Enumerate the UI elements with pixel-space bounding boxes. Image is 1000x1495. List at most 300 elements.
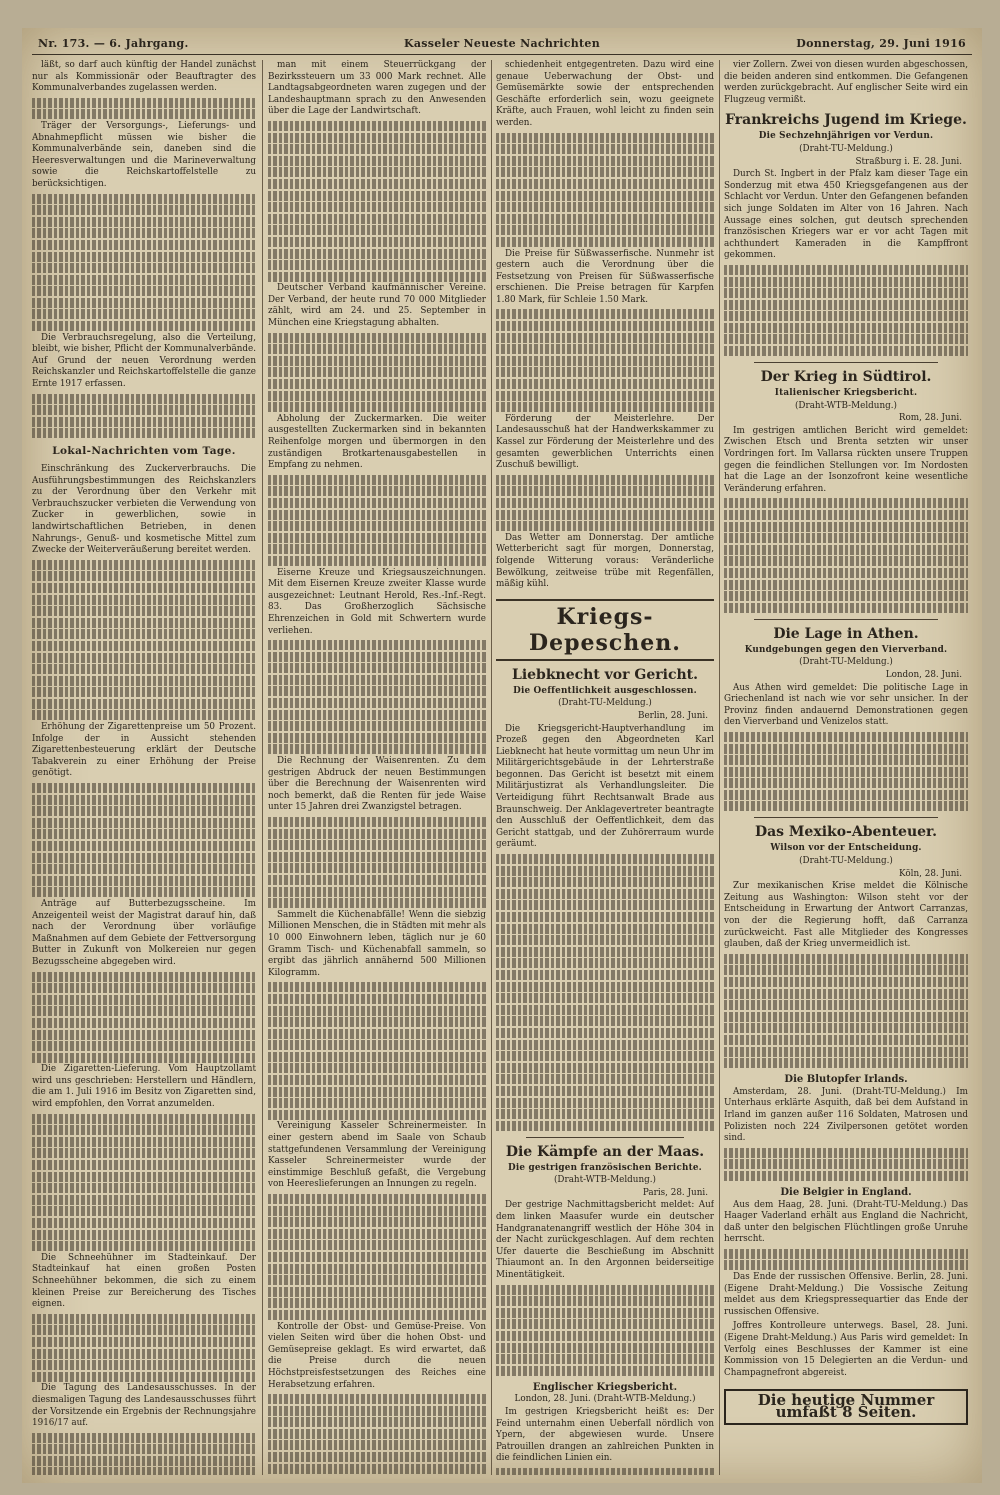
text-line: [268, 272, 486, 282]
text-line: [268, 994, 486, 1004]
text-line: [724, 1171, 968, 1181]
column-4: [724, 60, 968, 1475]
war-dispatches-banner: Kriegs-Depeschen.: [496, 599, 714, 661]
wire-agency: London, 28. Juni. (Draht-WTB-Meldung.): [514, 1394, 696, 1405]
headline-athen: Die Lage in Athen.: [773, 625, 919, 642]
text-line: [268, 1087, 486, 1097]
text-line: [268, 1264, 486, 1274]
article-paragraph: Sammelt die Küchenabfälle! Wenn die siebzig Millionen Menschen, die in Städten mit mehr als 10 000 Einwohnern leben, täglich nur je 60 Gramm Tisch- und Küchenabfall sammeln, so ergibt das jährlich annähernd 500 Millionen Kilogramm.: [268, 909, 486, 978]
article-paragraph: Die Verbrauchsregelung, also die Verteilung, bleibt, wie bisher, Pflicht der Kommunalverbände. Auf Grund der neuen Verordnung werden Reichskanzler und Reichskartoffelstelle die ganze Ernte 1917 erfassen.: [32, 332, 256, 390]
text-line: [32, 1018, 256, 1028]
text-line: [32, 829, 256, 839]
text-line: [32, 795, 256, 805]
column-1: [32, 60, 256, 1475]
text-line: [268, 1217, 486, 1227]
text-line: [724, 580, 968, 590]
article-paragraph: Im gestrigen Kriegsbericht heißt es: Der Feind unternahm einen Ueberfall nördlich von Ypern, der abgewiesen wurde. Unsere Patrouillen drangen an zahlreichen Punkten in die feindlichen Linien ein.: [496, 1406, 714, 1464]
text-line: [268, 1440, 486, 1450]
text-line: [268, 710, 486, 720]
text-line: [496, 475, 714, 485]
text-line: [724, 1058, 968, 1068]
text-line: [268, 898, 486, 908]
text-line: [268, 1287, 486, 1297]
text-line: [724, 288, 968, 298]
column-rule: [719, 60, 720, 1475]
text-line: [496, 970, 714, 980]
text-line: [32, 1349, 256, 1359]
text-line: [268, 133, 486, 143]
headline-mexiko: Das Mexiko-Abenteuer.: [754, 824, 938, 841]
article-paragraph: Amsterdam, 28. Juni. (Draht-TU-Meldung.) Im Unterhaus erklärte Asquith, daß bei dem Aufstand in Irland im ganzen außer 116 Soldaten, Matrosen und Polizisten noch 224 Zivilpersonen getötet worden sind.: [724, 1086, 968, 1144]
article-paragraph: Förderung der Meisterlehre. Der Landesausschuß hat der Handwerkskammer zu Kassel zur Förderung der Meisterlehre und des gesamten gewerblichen Unterrichts einen Zuschuß bewilligt.: [496, 413, 714, 471]
text-line: [724, 1148, 968, 1158]
subheadline: Italienischer Kriegsbericht.: [774, 388, 918, 399]
text-line: [268, 402, 486, 412]
text-line: [268, 1206, 486, 1216]
text-line: [268, 1310, 486, 1320]
article-paragraph: Das Ende der russischen Offensive. Berlin, 28. Juni. (Eigene Draht-Meldung.) Die Vossische Zeitung meldet aus dem Kriegspressequartier das Ende der russischen Offensive.: [724, 1272, 968, 1317]
text-line: [32, 676, 256, 686]
text-line: [268, 121, 486, 131]
text-line: [268, 1452, 486, 1462]
article-separator: [754, 619, 938, 620]
text-line: [724, 568, 968, 578]
text-line: [496, 889, 714, 899]
text-line: [32, 995, 256, 1005]
text-line: [496, 486, 714, 496]
article-paragraph: Deutscher Verband kaufmännischer Vereine. Der Verband, der heute rund 70 000 Mitglieder zählt, wird am 24. und 25. September in München eine Kriegstagung abhalten.: [268, 283, 486, 329]
text-line: [32, 394, 256, 404]
text-line: [496, 1051, 714, 1061]
article-paragraph: Träger der Versorgungs-, Lieferungs- und Abnahmepflicht müssen wie bisher die Kommunalverbände sein, daneben sind die Heeresverwaltungen und die Marineverwaltung sowie die Reichskartoffelstelle zu berücksichtigen.: [32, 120, 256, 189]
text-line: [268, 486, 486, 496]
text-line: [496, 1063, 714, 1073]
text-line: [32, 321, 256, 331]
masthead: [32, 34, 972, 55]
text-line: [32, 1114, 256, 1124]
text-line: [496, 321, 714, 331]
text-line: [32, 1195, 256, 1205]
text-line: [496, 958, 714, 968]
text-line: [268, 391, 486, 401]
text-line: [496, 167, 714, 177]
text-line: [724, 1000, 968, 1010]
text-line: [496, 202, 714, 212]
text-line: [496, 367, 714, 377]
text-line: [268, 556, 486, 566]
article-paragraph: Einschränkung des Zuckerverbrauchs. Die Ausführungsbestimmungen des Reichskanzlers zu der Verordnung über den Verkehr mit Verbrauchszucker verbieten die Verwendung von Zucker in gewerblichen, sowie in landwirtschaftlichen Betrieben, in denen Nahrungs-, Genuß- und kosmetische Mittel zum Zwecke der Weiterveräußerung bereitet werden.: [32, 464, 256, 556]
text-line: [268, 640, 486, 650]
text-line: [268, 225, 486, 235]
text-line: [32, 309, 256, 319]
text-line: [32, 841, 256, 851]
text-line: [32, 629, 256, 639]
article-separator: [754, 817, 938, 818]
text-line: [32, 1030, 256, 1040]
article-paragraph: Vereinigung Kasseler Schreinermeister. In einer gestern abend im Saale von Schaub stattgefundenen Versammlung der Vereinigung Kasseler Schreinermeister wurde der einstimmige Beschluß gefaßt, die Vergebung von Heereslieferungen an Innungen zu regeln.: [268, 1121, 486, 1190]
text-line: [32, 1444, 256, 1454]
headline-belgier: Die Belgier in England.: [780, 1186, 912, 1198]
text-line: [268, 1464, 486, 1474]
text-line: [268, 1052, 486, 1062]
text-line: [724, 522, 968, 532]
text-line: [268, 1029, 486, 1039]
text-line: [32, 1183, 256, 1193]
dateline: London, 28. Juni.: [885, 669, 962, 680]
text-line: [32, 699, 256, 709]
text-line: [496, 356, 714, 366]
text-line: [32, 1467, 256, 1475]
text-line: [32, 818, 256, 828]
text-line: [496, 935, 714, 945]
headline-frankreichs-jugend: Frankreichs Jugend im Kriege.: [725, 112, 967, 129]
page-count-notice: Die heutige Nummer umfaßt 8 Seiten.: [724, 1389, 968, 1424]
text-line: [496, 1109, 714, 1119]
text-line: [496, 924, 714, 934]
text-line: [724, 323, 968, 333]
text-line: [724, 1159, 968, 1169]
text-line: [268, 179, 486, 189]
text-line: [724, 545, 968, 555]
text-line: [32, 428, 256, 438]
text-line: [724, 533, 968, 543]
text-line: [724, 755, 968, 765]
text-line: [32, 109, 256, 119]
text-line: [268, 1252, 486, 1262]
text-line: [268, 852, 486, 862]
text-line: [268, 675, 486, 685]
article-paragraph: Eiserne Kreuze und Kriegsauszeichnungen. Mit dem Eisernen Kreuze zweiter Klasse wurde ausgezeichnet: Leutnant Herold, Res.-Inf.-Regt. 83. Das Großherzoglich Sächsische Ehrenzeichen in Gold mit Schwertern wurde verliehen.: [268, 567, 486, 636]
text-line: [32, 1433, 256, 1443]
dateline: Rom, 28. Juni.: [898, 413, 962, 424]
text-line: [268, 333, 486, 343]
text-line: [32, 887, 256, 897]
column-rule: [262, 60, 263, 1475]
article-paragraph: Im gestrigen amtlichen Bericht wird gemeldet: Zwischen Etsch und Brenta setzten wir unser Vordringen fort. Im Vallarsa rückten unsere Truppen gegen die feindlichen Stellungen vor. Im Nordosten hat die Lage an der Isonzofront keine wesentliche Veränderung erfahren.: [724, 425, 968, 494]
newspaper-page: [22, 28, 982, 1483]
text-line: [268, 475, 486, 485]
text-line: [724, 1012, 968, 1022]
text-line: [268, 1406, 486, 1416]
text-line: [724, 1035, 968, 1045]
wire-agency: (Draht-TU-Meldung.): [799, 657, 893, 668]
text-line: [268, 1110, 486, 1120]
text-line: [268, 1229, 486, 1239]
article-paragraph: Die Schneehühner im Stadteinkauf. Der Stadteinkauf hat einen großen Posten Schneehühner bekommen, die sich zu einem kleinen Preise zur Bereicherung des Tisches eignen.: [32, 1252, 256, 1310]
text-line: [496, 214, 714, 224]
text-line: [496, 1040, 714, 1050]
text-line: [724, 265, 968, 275]
text-line: [268, 829, 486, 839]
text-line: [496, 993, 714, 1003]
column-rule: [491, 60, 492, 1475]
text-line: [32, 1041, 256, 1051]
text-line: [724, 591, 968, 601]
text-line: [268, 1017, 486, 1027]
column-2: [268, 60, 486, 1475]
text-line: [496, 866, 714, 876]
text-line: [724, 510, 968, 520]
text-line: [32, 1325, 256, 1335]
text-line: [268, 686, 486, 696]
wire-agency: (Draht-WTB-Meldung.): [795, 400, 897, 411]
text-line: [496, 498, 714, 508]
text-line: [724, 790, 968, 800]
text-line: [32, 1148, 256, 1158]
text-line: [32, 864, 256, 874]
text-line: [32, 1230, 256, 1240]
text-line: [268, 1394, 486, 1404]
text-line: [724, 1249, 968, 1259]
text-line: [32, 1456, 256, 1466]
text-line: [268, 982, 486, 992]
text-line: [268, 156, 486, 166]
text-line: [268, 1417, 486, 1427]
text-line: [496, 309, 714, 319]
text-line: [496, 982, 714, 992]
text-line: [268, 663, 486, 673]
text-line: [268, 191, 486, 201]
text-line: [496, 1308, 714, 1318]
text-line: [496, 1285, 714, 1295]
subheadline: Die Sechzehnjährigen vor Verdun.: [758, 131, 934, 142]
text-line: [496, 1331, 714, 1341]
article-paragraph: schiedenheit entgegentreten. Dazu wird eine genaue Ueberwachung der Obst- und Gemüsemärkte sowie der entsprechenden Geschäfte erforderlich sein, wozu geeignete Kräfte, auch Frauen, wohl leicht zu finden sein werden.: [496, 60, 714, 128]
text-line: [496, 1296, 714, 1306]
text-line: [268, 1040, 486, 1050]
text-line: [268, 744, 486, 754]
text-line: [268, 249, 486, 259]
text-line: [32, 1314, 256, 1324]
article-paragraph: Die Zigaretten-Lieferung. Vom Hauptzollamt wird uns geschrieben: Herstellern und Händlern, die am 1. Juli 1916 im Besitz von Zigaretten sind, wird empfohlen, den Vorrat anzumelden.: [32, 1064, 256, 1110]
subheadline: Die Oeffentlichkeit ausgeschlossen.: [513, 685, 697, 696]
text-line: [268, 167, 486, 177]
text-line: [32, 560, 256, 570]
text-line: [268, 498, 486, 508]
issue-date: Donnerstag, 29. Juni 1916: [796, 37, 966, 50]
article-paragraph: Erhöhung der Zigarettenpreise um 50 Prozent. Infolge der in Aussicht stehenden Zigarettenbesteuerung erklärt der Deutsche Tabakverein zu einer Erhöhung der Preise genötigt.: [32, 722, 256, 779]
article-paragraph: Abholung der Zuckermarken. Die weiter ausgestellten Zuckermarken sind in bekannten Reihenfolge morgen und übermorgen in den zuständigen Brotkartenausgabestellen in Empfang zu nehmen.: [268, 413, 486, 471]
article-paragraph: Das Wetter am Donnerstag. Der amtliche Wetterbericht sagt für morgen, Donnerstag, folgende Witterung voraus: Veränderliche Bewölkung, zeitweise trübe mit Regenfällen, mäßig kühl.: [496, 532, 714, 590]
text-line: [496, 1319, 714, 1329]
text-line: [32, 417, 256, 427]
text-line: [724, 1047, 968, 1057]
text-line: [32, 286, 256, 296]
article-paragraph: Anträge auf Butterbezugsscheine. Im Anzeigenteil weist der Magistrat darauf hin, daß nach der Verordnung über vorläufige Maßnahmen auf dem Gebiete der Fettversorgung Butter in Zukunft von Molkereien nur gegen Bezugsscheine abgegeben wird.: [32, 898, 256, 967]
text-line: [496, 521, 714, 531]
text-line: [32, 595, 256, 605]
text-line: [496, 1074, 714, 1084]
text-line: [32, 1125, 256, 1135]
article-paragraph: Die Preise für Süßwasserfische. Nunmehr ist gestern auch die Verordnung über die Festsetzung von Preisen für Süßwasserfische erschienen. Die Preise betragen für Karpfen 1.80 Mark, für Schleie 1.50 Mark.: [496, 248, 714, 305]
text-line: [724, 989, 968, 999]
text-line: [724, 1260, 968, 1270]
text-line: [32, 98, 256, 108]
article-paragraph: Durch St. Ingbert in der Pfalz kam dieser Tage ein Sonderzug mit etwa 450 Kriegsgefangenen aus der Schlacht vor Verdun. Unter den Gefangenen befanden sich junge Soldaten im Alter von 16 Jahren. Nach Aussage eines solchen, gut deutsch sprechenden französischen Kriegers war er vor acht Tagen mit achthundert Kameraden in die Kampffront gekommen.: [724, 169, 968, 261]
text-line: [268, 356, 486, 366]
text-line: [496, 1028, 714, 1038]
headline-english-report: Englischer Kriegsbericht.: [532, 1381, 678, 1393]
text-line: [496, 854, 714, 864]
text-line: [268, 260, 486, 270]
text-line: [496, 237, 714, 247]
text-line: [724, 977, 968, 987]
text-line: [496, 402, 714, 412]
dateline: Paris, 28. Juni.: [642, 1187, 708, 1198]
text-line: [32, 275, 256, 285]
text-line: [496, 1354, 714, 1364]
text-line: [268, 1275, 486, 1285]
text-line: [32, 1218, 256, 1228]
text-line: [496, 877, 714, 887]
text-line: [32, 876, 256, 886]
text-line: [32, 1360, 256, 1370]
text-line: [268, 1298, 486, 1308]
text-line: [496, 1016, 714, 1026]
text-line: [268, 1240, 486, 1250]
text-line: [724, 346, 968, 356]
text-line: [268, 652, 486, 662]
text-line: [268, 144, 486, 154]
text-line: [496, 156, 714, 166]
text-line: [32, 983, 256, 993]
column-3: [496, 60, 714, 1475]
text-line: [724, 965, 968, 975]
text-line: [268, 202, 486, 212]
text-line: [496, 1468, 714, 1475]
text-line: [32, 194, 256, 204]
text-line: [268, 1006, 486, 1016]
text-line: [268, 863, 486, 873]
text-line: [32, 972, 256, 982]
text-line: [32, 228, 256, 238]
text-line: [496, 1086, 714, 1096]
text-line: [496, 510, 714, 520]
text-line: [268, 533, 486, 543]
text-line: [32, 298, 256, 308]
subheadline: Die gestrigen französischen Berichte.: [508, 1162, 702, 1173]
text-line: [268, 1098, 486, 1108]
subheadline: Wilson vor der Entscheidung.: [770, 843, 922, 854]
text-line: [724, 603, 968, 613]
text-line: [32, 710, 256, 720]
text-line: [32, 783, 256, 793]
text-line: [32, 405, 256, 415]
text-line: [496, 912, 714, 922]
text-line: [32, 1337, 256, 1347]
dateline: Berlin, 28. Juni.: [637, 710, 708, 721]
text-line: [724, 801, 968, 811]
text-line: [496, 379, 714, 389]
article-separator: [754, 362, 938, 363]
text-line: [32, 583, 256, 593]
text-line: [496, 900, 714, 910]
article-paragraph: man mit einem Steuerrückgang der Bezirkssteuern um 33 000 Mark rechnet. Alle Landtagsabgeordneten waren zugegen und der Landeshauptmann sprach zu den Anwesenden über die Lage der Landwirtschaft.: [268, 60, 486, 117]
article-paragraph: Die Rechnung der Waisenrenten. Zu dem gestrigen Abdruck der neuen Bestimmungen über die Berechnung der Waisenrenten wird noch bemerkt, daß die Renten für jede Waise unter 15 Jahren drei Zwanzigstel betragen.: [268, 756, 486, 813]
text-line: [496, 133, 714, 143]
text-line: [32, 571, 256, 581]
text-line: [268, 721, 486, 731]
text-line: [32, 664, 256, 674]
text-line: [32, 1137, 256, 1147]
text-line: [724, 556, 968, 566]
text-line: [32, 217, 256, 227]
article-paragraph: Die Kriegsgericht-Hauptverhandlung im Prozeß gegen den Abgeordneten Karl Liebknecht hat heute vormittag um neun Uhr im Militärgerichtsgebäude in der Lehrterstraße begonnen. Das Gericht ist besetzt mit einem Militärjustizrat als Verhandlungsleiter. Die Verteidigung führt Rechtsanwalt Brade aus Braunschweig. Der Anklagevertreter beantragte den Ausschluß der Oeffentlichkeit, dem das Gericht stattgab, und der Zuhörerraum wurde geräumt.: [496, 723, 714, 850]
text-line: [32, 1160, 256, 1170]
text-line: [496, 344, 714, 354]
text-line: [268, 1063, 486, 1073]
text-line: [32, 1372, 256, 1382]
issue-number: Nr. 173. — 6. Jahrgang.: [38, 37, 189, 50]
text-line: [724, 498, 968, 508]
text-line: [496, 333, 714, 343]
headline-maas: Die Kämpfe an der Maas.: [505, 1143, 705, 1160]
text-line: [32, 1172, 256, 1182]
text-line: [268, 1429, 486, 1439]
text-line: [496, 1366, 714, 1376]
text-line: [724, 277, 968, 287]
text-line: [32, 806, 256, 816]
wire-agency: (Draht-TU-Meldung.): [558, 698, 652, 709]
text-line: [496, 1098, 714, 1108]
text-line: [268, 698, 486, 708]
text-line: [32, 1241, 256, 1251]
text-line: [268, 214, 486, 224]
text-line: [268, 521, 486, 531]
text-line: [724, 778, 968, 788]
text-line: [724, 334, 968, 344]
text-line: [496, 179, 714, 189]
text-line: [724, 954, 968, 964]
text-line: [32, 1053, 256, 1063]
text-line: [496, 144, 714, 154]
headline-suedtirol: Der Krieg in Südtirol.: [760, 369, 932, 386]
text-line: [32, 252, 256, 262]
subheadline: Kundgebungen gegen den Vierverband.: [744, 644, 948, 655]
text-line: [268, 733, 486, 743]
newspaper-title: Kasseler Neueste Nachrichten: [403, 37, 601, 50]
text-line: [32, 240, 256, 250]
article-paragraph: Aus Athen wird gemeldet: Die politische Lage in Griechenland ist nach wie vor sehr unsicher. In der Provinz finden andauernd Demonstrationen gegen den Vierverband und Venizelos statt.: [724, 682, 968, 728]
text-line: [268, 1075, 486, 1085]
text-line: [268, 1194, 486, 1204]
text-line: [32, 1206, 256, 1216]
text-line: [268, 237, 486, 247]
text-line: [268, 544, 486, 554]
wire-agency: (Draht-TU-Meldung.): [799, 856, 893, 867]
article-paragraph: Aus dem Haag, 28. Juni. (Draht-TU-Meldung.) Das Haager Vaderland erhält aus England die Nachricht, daß unter den belgischen Flüchtlingen große Unruhe herrscht.: [724, 1199, 968, 1245]
text-line: [496, 1343, 714, 1353]
article-paragraph: Joffres Kontrolleure unterwegs. Basel, 28. Juni. (Eigene Draht-Meldung.) Aus Paris wird gemeldet: In Verfolg eines Beschlusses der Kammer ist eine Kommission von 15 Delegierten an die Verdun- und Champagnefront abgereist.: [724, 1321, 968, 1378]
text-line: [268, 379, 486, 389]
wire-agency: (Draht-TU-Meldung.): [799, 143, 893, 154]
text-line: [268, 344, 486, 354]
text-line: [268, 510, 486, 520]
text-line: [724, 300, 968, 310]
text-line: [32, 641, 256, 651]
article-paragraph: läßt, so darf auch künftig der Handel zunächst nur als Kommissionär oder Beauftragter des Kommunalverbandes zugelassen werden.: [32, 60, 256, 94]
text-line: [496, 225, 714, 235]
text-line: [724, 311, 968, 321]
text-line: [268, 875, 486, 885]
text-line: [496, 947, 714, 957]
article-separator: [526, 1137, 684, 1138]
text-line: [496, 191, 714, 201]
article-paragraph: Kontrolle der Obst- und Gemüse-Preise. Von vielen Seiten wird über die hohen Obst- und Gemüsepreise geklagt. Es wird erwartet, daß die Preise durch die neuen Höchstpreisfestsetzungen des Reiches eine Herabsetzung erfahren.: [268, 1321, 486, 1390]
text-line: [32, 606, 256, 616]
text-line: [724, 732, 968, 742]
headline-irland: Die Blutopfer Irlands.: [784, 1074, 908, 1086]
